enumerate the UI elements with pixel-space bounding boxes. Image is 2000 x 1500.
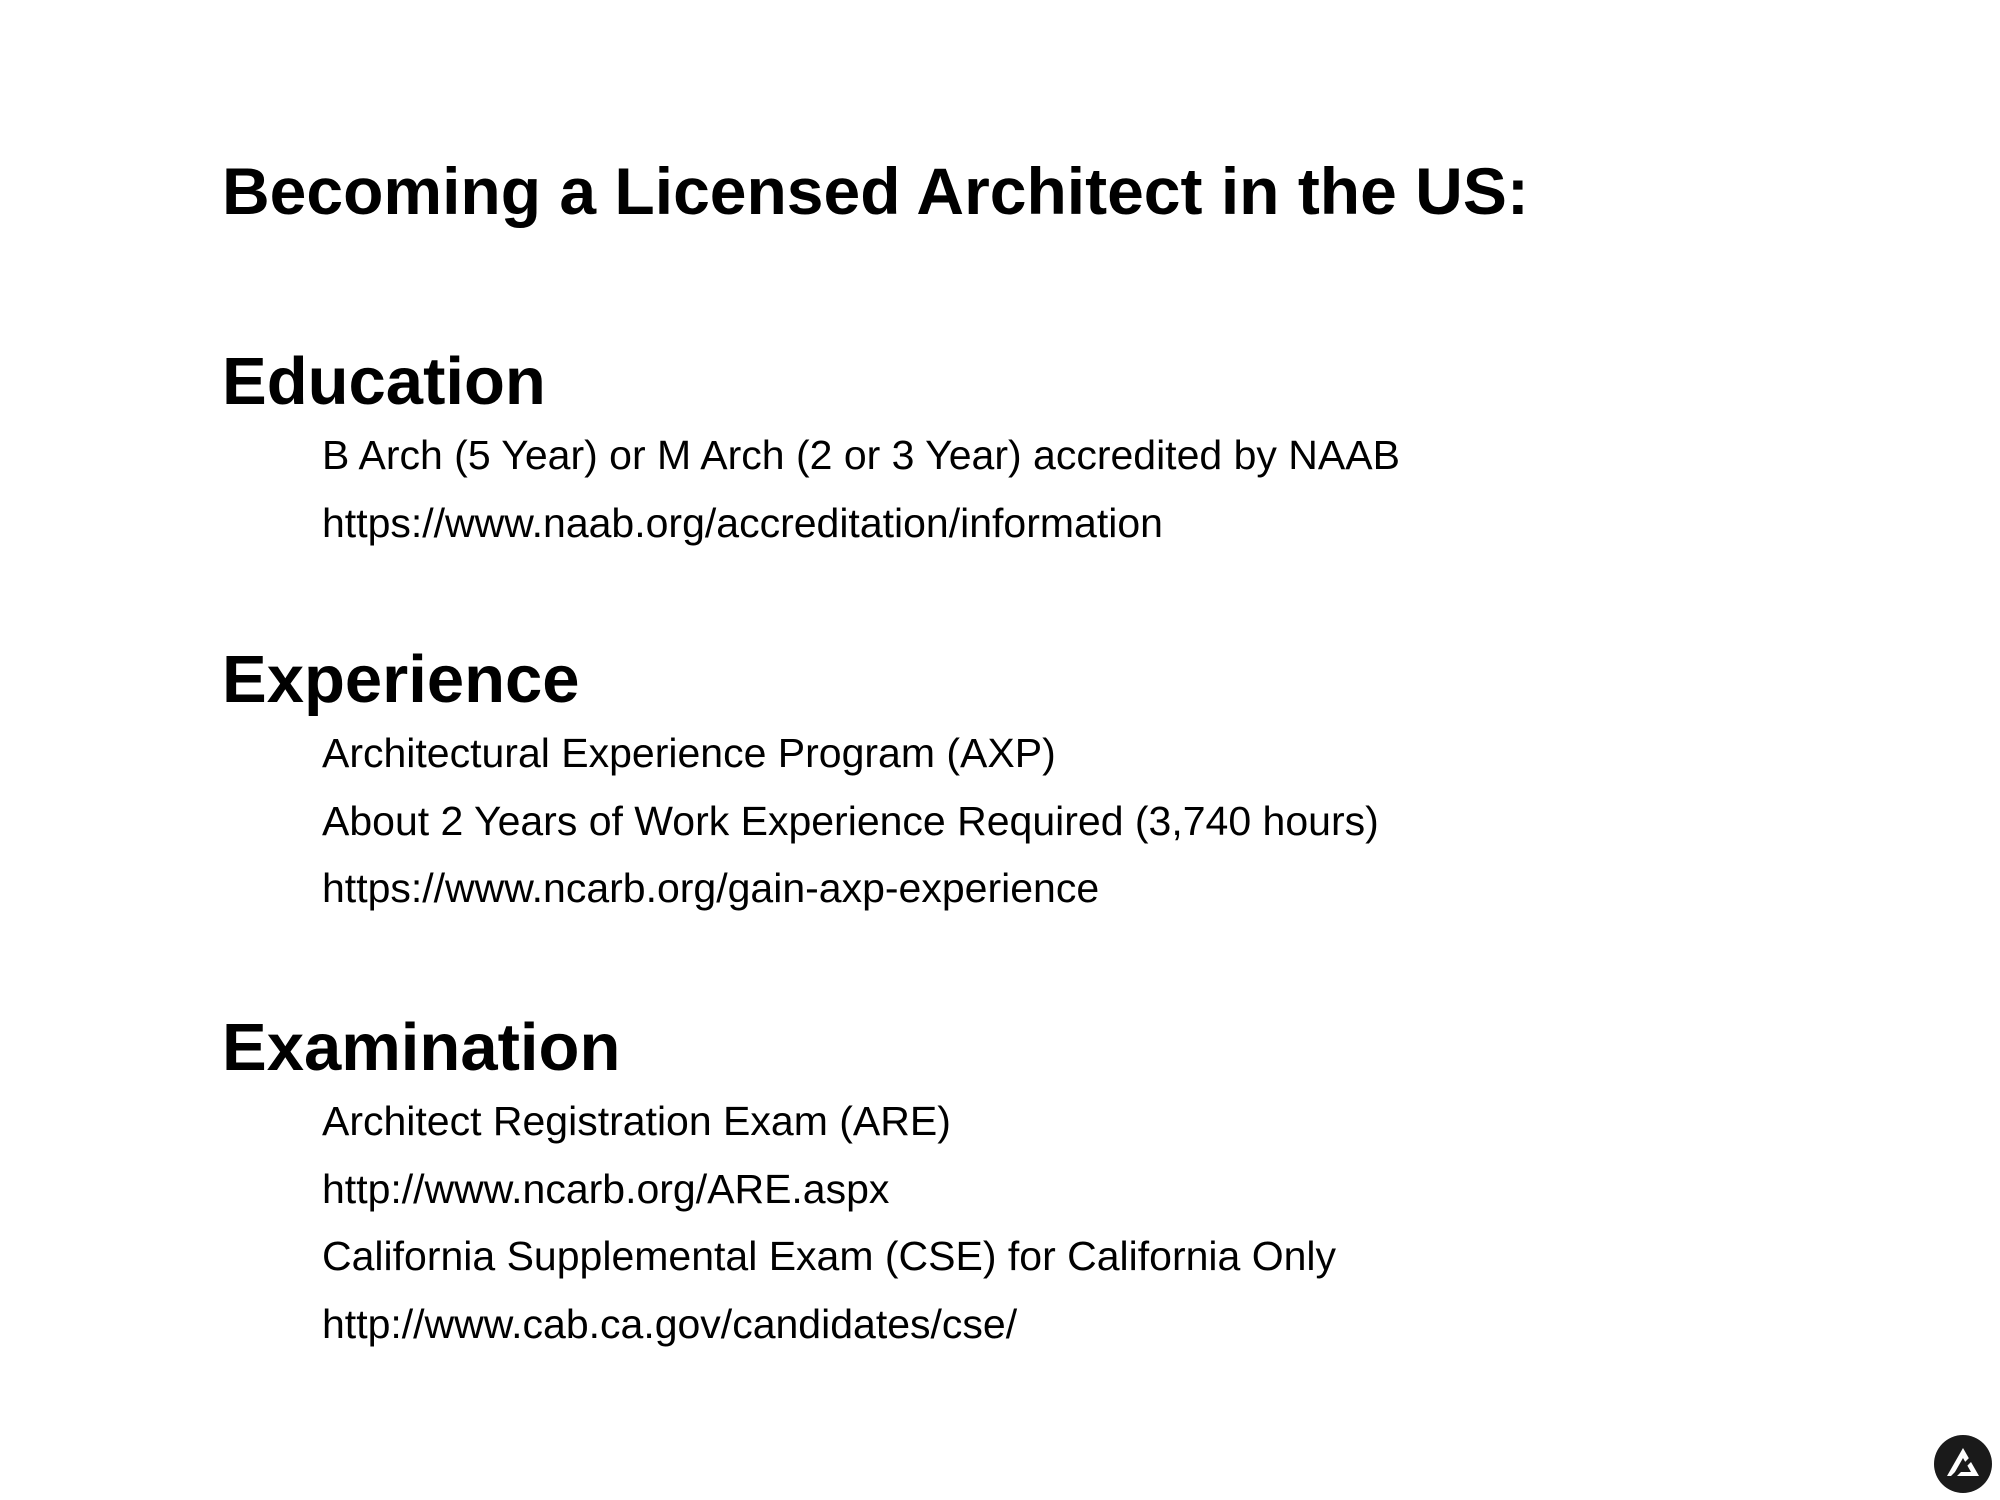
list-item-link: http://www.ncarb.org/ARE.aspx xyxy=(322,1165,890,1212)
list-item: California Supplemental Exam (CSE) for California Only xyxy=(322,1233,1337,1280)
section-experience xyxy=(222,640,1379,923)
list-item-link: https://www.ncarb.org/gain-axp-experience xyxy=(322,865,1100,912)
list-item: Architect Registration Exam (ARE) xyxy=(322,1098,951,1145)
section-heading: Experience xyxy=(222,642,580,717)
section-items xyxy=(222,422,1400,557)
list-item-link: https://www.naab.org/accreditation/information xyxy=(322,499,1163,546)
list-item: B Arch (5 Year) or M Arch (2 or 3 Year) accredited by NAAB xyxy=(322,432,1400,479)
list-item: Architectural Experience Program (AXP) xyxy=(322,730,1056,777)
triangle-logo-icon xyxy=(1933,1434,1993,1494)
section-examination xyxy=(222,1008,1336,1358)
section-heading: Education xyxy=(222,344,546,419)
section-heading: Examination xyxy=(222,1010,621,1085)
section-items xyxy=(222,1088,1336,1358)
list-item-link: http://www.cab.ca.gov/candidates/cse/ xyxy=(322,1300,1018,1347)
section-items xyxy=(222,720,1379,923)
slide-title: Becoming a Licensed Architect in the US: xyxy=(222,154,1529,228)
section-education xyxy=(222,342,1400,557)
list-item: About 2 Years of Work Experience Required (3,740 hours) xyxy=(322,797,1379,844)
